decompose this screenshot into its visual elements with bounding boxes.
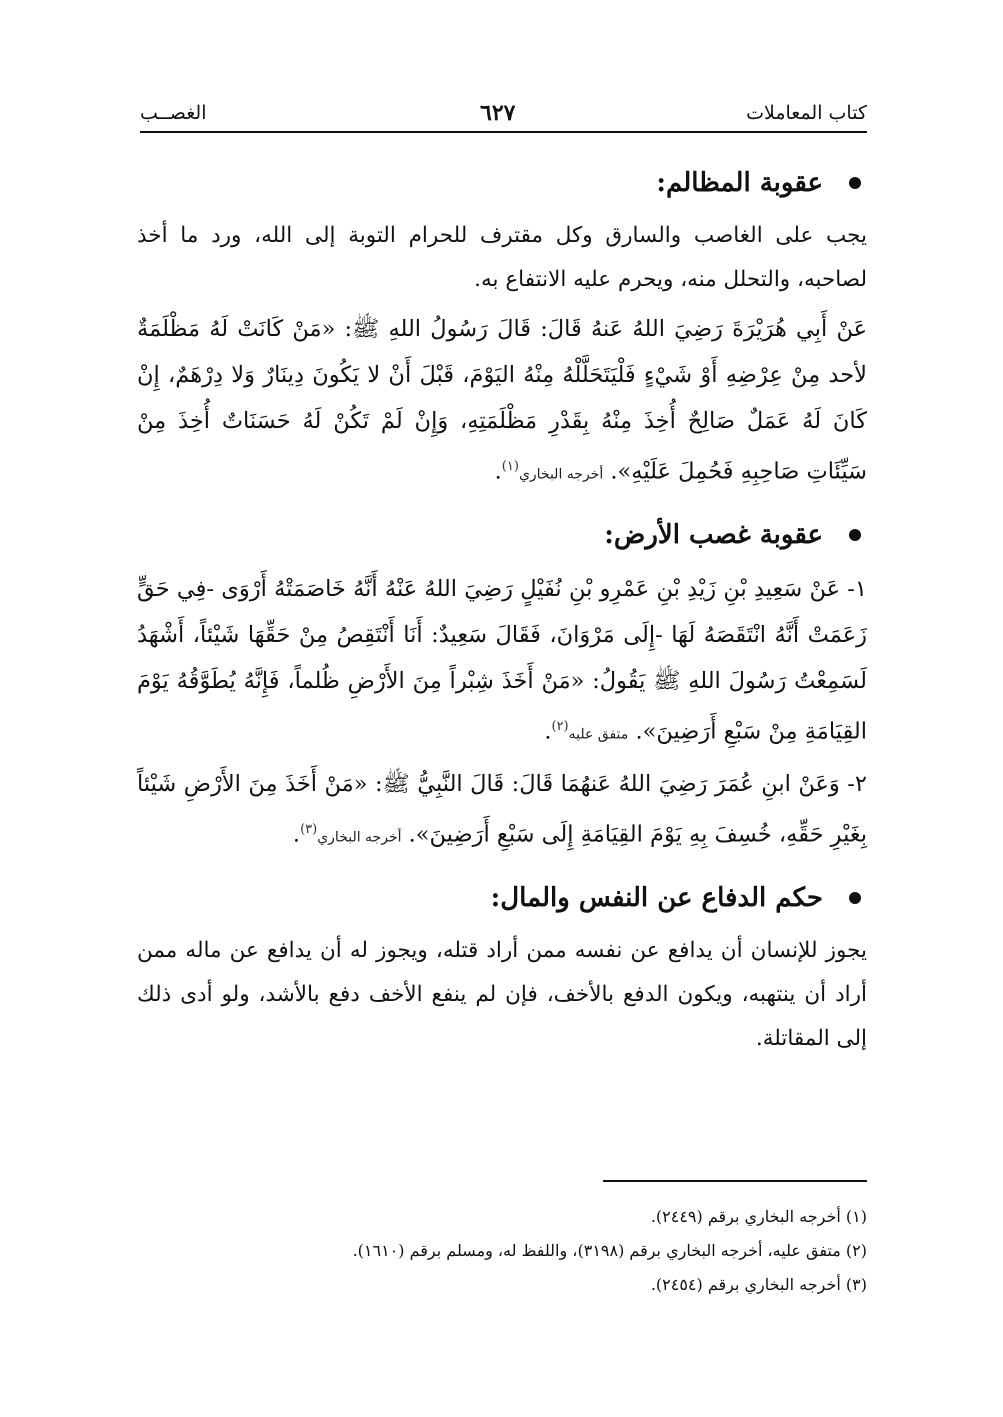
bullet-icon xyxy=(849,529,861,541)
bullet-icon xyxy=(849,892,861,904)
bullet-icon xyxy=(849,177,861,189)
heading-text: عقوبة المظالم: xyxy=(656,168,823,198)
footnote-ref: (٣) xyxy=(300,822,318,837)
main-content xyxy=(137,160,867,1065)
heading-text: حكم الدفاع عن النفس والمال: xyxy=(490,882,823,913)
section-heading xyxy=(137,512,867,558)
item-text: ١- عَنْ سَعِيدِ بْنِ زَيْدِ بْنِ عَمْرِو بْنِ نُفَيْلٍ رَضِيَ اللهُ عَنْهُ أَنَّهُ خَاصَمَتْهُ أَرْوَى -فِي حَقٍّ زَعَمَتْ أَنَّهُ انْتَقَصَهُ لَهَا -إِلَى مَرْوَانَ، فَقَالَ سَعِيدٌ: أَنَا أَنْتَقِصُ مِنْ حَقِّهَا شَيْئاً، أَشْهَدُ لَسَمِعْتُ رَسُولَ اللهِ ﷺ يَقُولُ: «مَنْ أَخَذَ شِبْراً مِنَ الأَرْضِ ظُلماً، فَإِنَّهُ يُطَوَّقُهُ يَوْمَ القِيَامَةِ مِنْ سَبْعِ أَرَضِينَ». xyxy=(137,575,867,744)
hadith-source: متفق عليه xyxy=(568,726,629,742)
hadith-source: أخرجه البخاري xyxy=(317,829,402,846)
footnote-divider xyxy=(603,1180,867,1182)
header-divider xyxy=(140,131,867,133)
footnote: (٢) متفق عليه، أخرجه البخاري برقم (٣١٩٨)، واللفظ له، ومسلم برقم (١٦١٠). xyxy=(352,1241,867,1260)
footnote: (١) أخرجه البخاري برقم (٢٤٤٩). xyxy=(650,1207,867,1226)
page-number: ٦٢٧ xyxy=(480,100,516,126)
hadith-text: عَنْ أَبِي هُرَيْرَةَ رَضِيَ اللهُ عَنهُ قَالَ: قَالَ رَسُولُ اللهِ ﷺ: «مَنْ كَانَتْ لَهُ مَظْلَمَةٌ لأحد مِنْ عِرْضِهِ أَوْ شَيْءٍ فَلْيَتَحَلَّلْهُ مِنْهُ اليَوْمَ، قَبْلَ أَنْ لا يَكُونَ دِينَارٌ وَلا دِرْهَمٌ، إِنْ كَانَ لَهُ عَمَلٌ صَالِحٌ أُخِذَ مِنْهُ بِقَدْرِ مَظْلَمَتِهِ، وَإِنْ لَمْ تَكُنْ لَهُ حَسَنَاتٌ أُخِذَ مِنْ سَيِّئَاتِ صَاحِبِهِ فَحُمِلَ عَلَيْهِ». xyxy=(137,316,867,485)
footnotes xyxy=(137,1200,867,1302)
footnote: (٣) أخرجه البخاري برقم (٢٤٥٤). xyxy=(650,1275,867,1294)
page-header xyxy=(140,100,867,130)
hadith-paragraph: عَنْ أَبِي هُرَيْرَةَ رَضِيَ اللهُ عَنهُ قَالَ: قَالَ رَسُولُ اللهِ ﷺ: «مَنْ كَانَتْ لَهُ مَظْلَمَةٌ لأحد مِنْ عِرْضِهِ أَوْ شَيْءٍ فَلْيَتَحَلَّلْهُ مِنْهُ اليَوْمَ، قَبْلَ أَنْ لا يَكُونَ دِينَارٌ وَلا دِرْهَمٌ، إِنْ كَانَ لَهُ عَمَلٌ صَالِحٌ أُخِذَ مِنْهُ بِقَدْرِ مَظْلَمَتِهِ، وَإِنْ لَمْ تَكُنْ لَهُ حَسَنَاتٌ أُخِذَ مِنْ سَيِّئَاتِ صَاحِبِهِ فَحُمِلَ عَلَيْهِ». أخرجه البخاري$^{(١)}$. xyxy=(137,316,867,485)
paragraph: يجب على الغاصب والسارق وكل مقترف للحرام التوبة إلى الله، ورد ما أخذ لصاحبه، والتحلل منه، ويحرم عليه الانتفاع به. xyxy=(137,223,867,292)
heading-text: عقوبة غصب الأرض: xyxy=(604,519,823,550)
paragraph: يجوز للإنسان أن يدافع عن نفسه ممن أراد قتله، ويجوز له أن يدافع عن ماله ممن أراد أن ينتهبه، ويكون الدفع بالأخف، فإن لم ينفع الأخف دفع بالأشد، ولو أدى ذلك إلى المقاتلة. xyxy=(137,937,867,1051)
book-title: كتاب المعاملات xyxy=(746,102,867,124)
item-text: ٢- وَعَنْ ابنِ عُمَرَ رَضِيَ اللهُ عَنهُمَا قَالَ: قَالَ النَّبِيُّ ﷺ: «مَنْ أَخَذَ مِنَ الأَرْضِ شَيْئاً بِغَيْرِ حَقِّهِ، خُسِفَ بِهِ يَوْمَ القِيَامَةِ إِلَى سَبْعِ أَرَضِينَ». xyxy=(137,771,867,848)
section-heading xyxy=(137,160,867,206)
hadith-source: أخرجه البخاري xyxy=(518,466,604,483)
chapter-title: الغصــب xyxy=(140,102,207,124)
numbered-item: ١- عَنْ سَعِيدِ بْنِ زَيْدِ بْنِ عَمْرِو بْنِ نُفَيْلٍ رَضِيَ اللهُ عَنْهُ أَنَّهُ خَاصَمَتْهُ أَرْوَى -فِي حَقٍّ زَعَمَتْ أَنَّهُ انْتَقَصَهُ لَهَا -إِلَى مَرْوَانَ، فَقَالَ سَعِيدٌ: أَنَا أَنْتَقِصُ مِنْ حَقِّهَا شَيْئاً، أَشْهَدُ لَسَمِعْتُ رَسُولَ اللهِ ﷺ يَقُولُ: «مَنْ أَخَذَ شِبْراً مِنَ الأَرْضِ ظُلماً، فَإِنَّهُ يُطَوَّقُهُ يَوْمَ القِيَامَةِ مِنْ سَبْعِ أَرَضِينَ». متفق عليه$^{(٢)}$. xyxy=(137,575,867,744)
footnote-ref: (٢) xyxy=(551,718,569,734)
section-heading xyxy=(137,875,867,921)
footnote-ref: (١) xyxy=(501,459,519,474)
numbered-item: ٢- وَعَنْ ابنِ عُمَرَ رَضِيَ اللهُ عَنهُمَا قَالَ: قَالَ النَّبِيُّ ﷺ: «مَنْ أَخَذَ مِنَ الأَرْضِ شَيْئاً بِغَيْرِ حَقِّهِ، خُسِفَ بِهِ يَوْمَ القِيَامَةِ إِلَى سَبْعِ أَرَضِينَ». أخرجه البخاري$^{(٣)}$. xyxy=(137,771,867,848)
